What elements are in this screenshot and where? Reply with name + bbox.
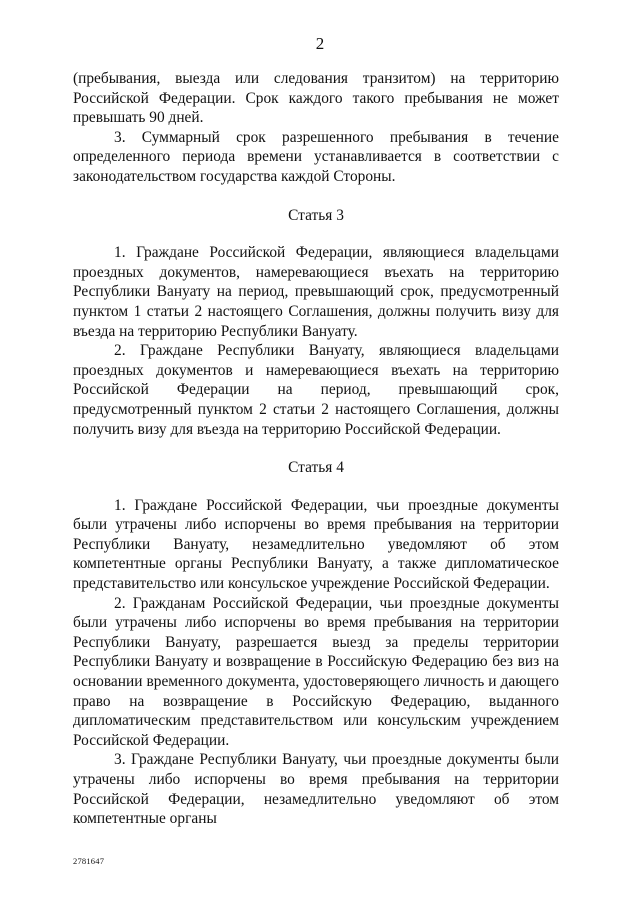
paragraph: 2. Гражданам Российской Федерации, чьи проездные документы были утрачены либо испорчены во время пребывания на территории Республики Вануату, разрешается выезд за пределы территории Республики Вануату и возвращение в Российскую Федерацию без виз на основании временного документа, удостоверяющего личность и дающего право на возвращение в Российскую Федерацию, выданного дипломатическим представительством или консульским учреждением Российской Федерации. <box>73 594 559 749</box>
paragraph: 3. Суммарный срок разрешенного пребывания в течение определенного периода времени устанавливается в соответствии с законодательством государства каждой Стороны. <box>73 128 559 185</box>
article-heading: Статья 3 <box>288 206 344 224</box>
paragraph: 1. Граждане Российской Федерации, чьи проездные документы были утрачены либо испорчены во время пребывания на территории Республики Вануату, незамедлительно уведомляют об этом компетентные органы Республики Вануату, а также дипломатическое представительство или консульское учреждение Российской Федерации. <box>73 496 559 593</box>
paragraph: 1. Граждане Российской Федерации, являющиеся владельцами проездных документов, намеревающиеся въехать на территорию Республики Вануату на период, превышающий срок, предусмотренный пунктом 1 статьи 2 настоящего Соглашения, должны получить визу для въезда на территорию Республики Вануату. <box>73 244 559 340</box>
document-code: 2781647 <box>73 856 105 866</box>
document-body <box>73 69 559 829</box>
article-heading: Статья 4 <box>288 459 344 477</box>
paragraph: 3. Граждане Республики Вануату, чьи проездные документы были утрачены либо испорчены во время пребывания на территории Российской Федерации, незамедлительно уведомляют об этом компетентные органы <box>73 751 559 828</box>
paragraph: 2. Граждане Республики Вануату, являющиеся владельцами проездных документов и намеревающиеся въехать на территорию Российской Федерации на период, превышающий срок, предусмотренный пунктом 2 статьи 2 настоящего Соглашения, должны получить визу для въезда на территорию Российской Федерации. <box>73 342 559 438</box>
paragraph: (пребывания, выезда или следования транзитом) на территорию Российской Федерации. Срок каждого такого пребывания не может превышать 90 дней. <box>73 70 559 127</box>
page-number: 2 <box>315 34 325 53</box>
